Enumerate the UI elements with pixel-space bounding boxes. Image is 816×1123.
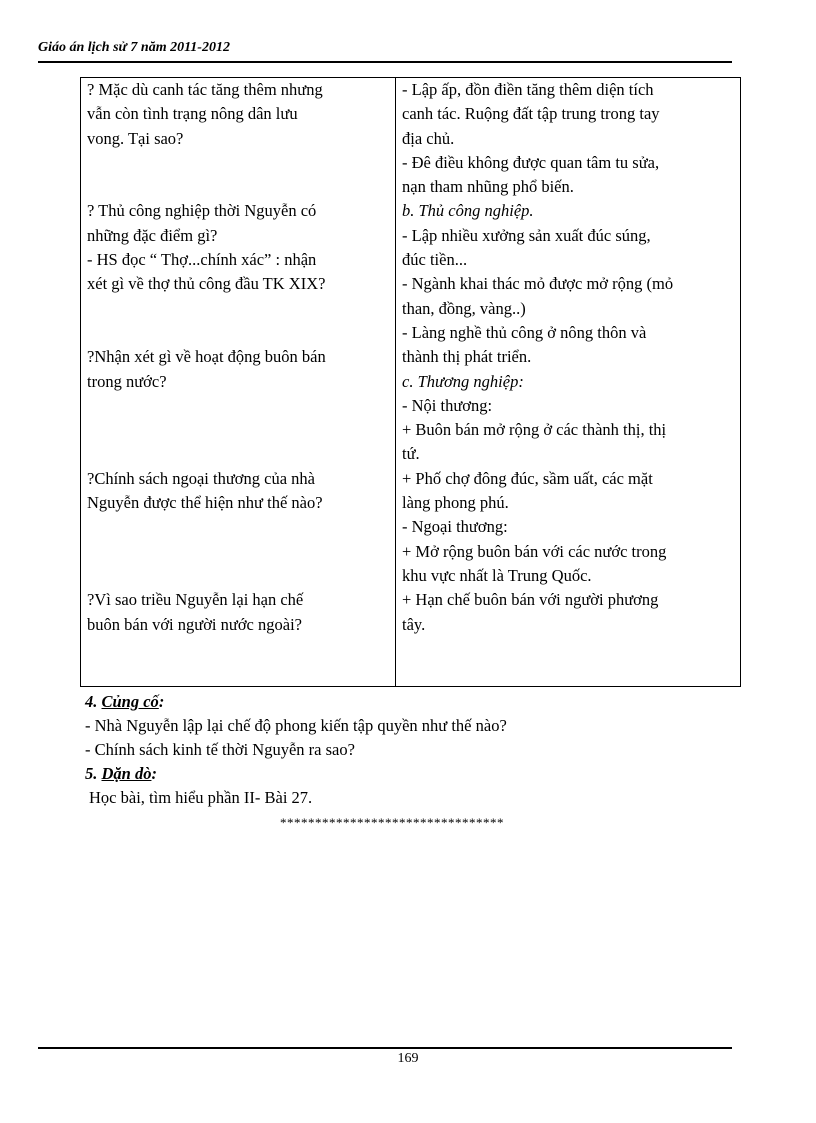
table-line: ? Mặc dù canh tác tăng thêm nhưng bbox=[87, 80, 323, 99]
consolidation-colon: : bbox=[158, 692, 165, 711]
table-line: - Nội thương: bbox=[402, 395, 493, 415]
table-line: Nguyễn được thể hiện như thế nào? bbox=[87, 493, 323, 513]
table-line bbox=[87, 321, 387, 345]
table-line: tứ. bbox=[402, 444, 420, 464]
table-line bbox=[87, 564, 387, 588]
table-line bbox=[87, 151, 387, 175]
table-line bbox=[87, 297, 387, 321]
table-line: địa chủ. bbox=[402, 128, 455, 148]
consolidation-title: Củng cố bbox=[101, 692, 159, 711]
homework-title: Dặn dò bbox=[101, 764, 152, 783]
table-line: - Ngành khai thác mỏ được mở rộng (mỏ bbox=[402, 274, 674, 294]
table-line: + Buôn bán mở rộng ở các thành thị, thị bbox=[402, 420, 667, 440]
homework-heading bbox=[85, 762, 507, 786]
table-line: - Làng nghề thủ công ở nông thôn và bbox=[402, 322, 647, 342]
page-number: 169 bbox=[397, 1051, 419, 1066]
lesson-table bbox=[80, 77, 741, 687]
lesson-content-column bbox=[402, 78, 734, 637]
header-rule bbox=[38, 61, 732, 63]
table-line: ?Chính sách ngoại thương của nhà bbox=[87, 468, 315, 488]
table-line: tây. bbox=[402, 614, 426, 634]
consolidation-heading bbox=[85, 690, 507, 714]
homework-number: 5. bbox=[85, 764, 102, 783]
table-line: ?Nhận xét gì về hoạt động buôn bán bbox=[87, 347, 326, 367]
footer-rule bbox=[38, 1047, 732, 1049]
table-line bbox=[87, 394, 387, 418]
table-line bbox=[87, 418, 387, 442]
table-line: làng phong phú. bbox=[402, 493, 509, 513]
table-line: xét gì về thợ thủ công đầu TK XIX? bbox=[87, 274, 326, 294]
table-line: buôn bán với người nước ngoài? bbox=[87, 614, 302, 634]
consolidation-section bbox=[85, 690, 507, 810]
table-line: nạn tham nhũng phổ biến. bbox=[402, 177, 574, 197]
consolidation-item: - Nhà Nguyễn lập lại chế độ phong kiến tập quyền như thế nào? bbox=[85, 716, 507, 735]
table-line: ?Vì sao triều Nguyễn lại hạn chế bbox=[87, 590, 304, 610]
table-line bbox=[87, 442, 387, 466]
table-line: vẫn còn tình trạng nông dân lưu bbox=[87, 104, 298, 124]
table-line: + Phố chợ đông đúc, sầm uất, các mặt bbox=[402, 468, 653, 488]
table-line: thành thị phát triển. bbox=[402, 347, 532, 367]
table-column-divider bbox=[395, 78, 396, 686]
table-line: - Lập ấp, đồn điền tăng thêm diện tích bbox=[402, 80, 654, 99]
consolidation-item: - Chính sách kinh tế thời Nguyễn ra sao? bbox=[85, 740, 355, 759]
table-line: - Đê điều không được quan tâm tu sửa, bbox=[402, 152, 660, 172]
table-line: - Ngoại thương: bbox=[402, 517, 508, 537]
separator-stars: ******************************** bbox=[280, 815, 504, 830]
table-line: than, đồng, vàng..) bbox=[402, 298, 526, 318]
table-line: c. Thương nghiệp: bbox=[402, 371, 524, 391]
table-line: + Mở rộng buôn bán với các nước trong bbox=[402, 541, 667, 561]
table-line: - Lập nhiều xưởng sản xuất đúc súng, bbox=[402, 225, 651, 245]
table-line: đúc tiền... bbox=[402, 250, 468, 270]
table-line: b. Thủ công nghiệp. bbox=[402, 201, 534, 221]
table-line: ? Thủ công nghiệp thời Nguyễn có bbox=[87, 201, 317, 221]
table-line: khu vực nhất là Trung Quốc. bbox=[402, 565, 592, 585]
consolidation-number: 4. bbox=[85, 692, 102, 711]
document-header: Giáo án lịch sử 7 năm 2011-2012 bbox=[38, 40, 230, 55]
table-line: trong nước? bbox=[87, 371, 167, 391]
table-line: + Hạn chế buôn bán với người phương bbox=[402, 590, 659, 610]
homework-colon: : bbox=[151, 764, 157, 783]
table-line bbox=[87, 175, 387, 199]
homework-text: Học bài, tìm hiểu phần II- Bài 27. bbox=[89, 788, 313, 807]
table-line bbox=[87, 515, 387, 539]
table-line: canh tác. Ruộng đất tập trung trong tay bbox=[402, 104, 660, 124]
teacher-questions-column bbox=[87, 78, 387, 637]
table-line: những đặc điểm gì? bbox=[87, 225, 218, 245]
table-line bbox=[87, 540, 387, 564]
table-line: vong. Tại sao? bbox=[87, 128, 184, 148]
table-line: - HS đọc “ Thợ...chính xác” : nhận bbox=[87, 250, 317, 270]
